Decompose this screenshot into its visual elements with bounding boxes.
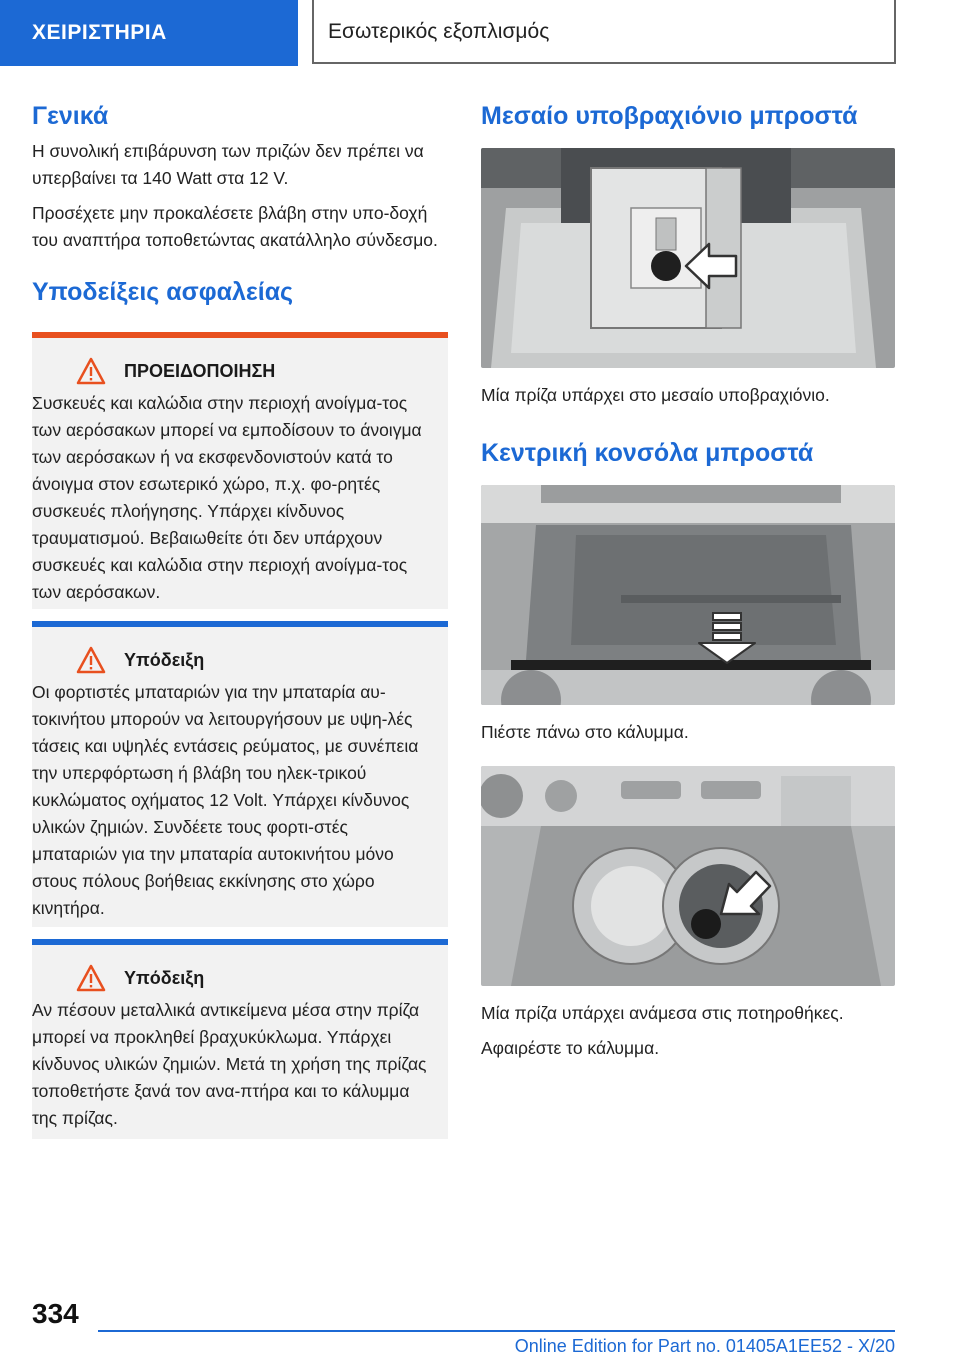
general-paragraph-2: Προσέχετε μην προκαλέσετε βλάβη στην υπο-δοχή του αναπτήρα τοποθετώντας ακατάλληλο σύνδεσμο. [32, 203, 438, 250]
cupholder-socket-photo [481, 766, 895, 986]
remove-cover-caption: Αφαιρέστε το κάλυμμα. [481, 1038, 660, 1058]
chapter-header [312, 0, 896, 64]
edition-label: Online Edition for Part no. 01405A1EE52 - X/20 [514, 1336, 895, 1356]
warning-title: ΠΡΟΕΙΔΟΠΟΙΗΣΗ [124, 360, 276, 381]
note-notice [32, 621, 448, 927]
armrest-heading: Μεσαίο υποβραχιόνιο μπροστά [481, 102, 858, 130]
armrest-socket-photo [481, 148, 895, 368]
console-cover-photo [481, 485, 895, 705]
caution-triangle-icon [76, 964, 106, 992]
console-caption-1: Πιέστε πάνω στο κάλυμμα. [481, 722, 689, 742]
warning-text: Συσκευές και καλώδια στην περιοχή ανοίγμα-τος των αερόσακων μπορεί να εμποδίσουν το άνοιγμα των αερόσακων ή να εκσφενδονιστούν κατά το άνοιγμα στον εσωτερικό χώρο, π.χ. φο-ρητές συσκευές πλοήγησης. Υπάρχει κίνδυνος τραυματισμού. Βεβαιωθείτε ότι δεν υπάρχουν συσκευές και καλώδια στην περιοχή ανοίγμα-τος των αερόσακων. [32, 393, 422, 602]
warning-bar [32, 332, 448, 338]
footer-divider [98, 1330, 895, 1332]
console-heading: Κεντρική κονσόλα μπροστά [481, 439, 814, 467]
note-bar [32, 621, 448, 627]
chapter-title: Εσωτερικός εξοπλισμός [328, 20, 550, 43]
note-notice-2 [32, 939, 448, 1139]
general-heading: Γενικά [32, 102, 109, 130]
note-title: Υπόδειξη [124, 649, 205, 670]
caution-triangle-icon [76, 646, 106, 674]
section-tab [0, 0, 298, 66]
section-title: ΧΕΙΡΙΣΤΗΡΙΑ [32, 21, 167, 44]
warning-notice [32, 332, 448, 609]
safety-heading: Υποδείξεις ασφαλείας [32, 278, 294, 306]
general-paragraph-1: Η συνολική επιβάρυνση των πριζών δεν πρέπει να υπερβαίνει τα 140 Watt στα 12 V. [32, 141, 424, 188]
note-text: Οι φορτιστές μπαταριών για την μπαταρία αυ-τοκινήτου μπορούν να λειτουργήσουν με υψη-λές τάσεις και υψηλές εντάσεις ρεύματος, με συνέπεια την υπερφόρτωση ή βλάβη του ηλεκ-τρικού κυκλώματος οχήματος 12 Volt. Υπάρχει κίνδυνος υλικών ζημιών. Συνδέετε τους φορτι-στές μπαταριών για την μπαταρία αυτοκινήτου μόνο στους πόλους βοήθειας εκκίνησης στο χώρο κινητήρα. [32, 682, 419, 918]
warning-triangle-icon [76, 357, 106, 385]
right-column [481, 100, 895, 1062]
cupholder-caption: Μία πρίζα υπάρχει ανάμεσα στις ποτηροθήκες. [481, 1003, 844, 1023]
note-bar-2 [32, 939, 448, 945]
left-column [32, 100, 448, 1139]
note-text-2: Αν πέσουν μεταλλικά αντικείμενα μέσα στην πρίζα μπορεί να προκληθεί βραχυκύκλωμα. Υπάρχει κίνδυνος υλικών ζημιών. Μετά τη χρήση της πρίζας τοποθετήστε ξανά τον ανα-πτήρα και το κάλυμμα της πρίζας. [32, 1000, 427, 1128]
note-title-2: Υπόδειξη [124, 967, 205, 988]
page-number: 334 [32, 1298, 79, 1329]
armrest-caption: Μία πρίζα υπάρχει στο μεσαίο υποβραχιόνιο. [481, 385, 830, 405]
